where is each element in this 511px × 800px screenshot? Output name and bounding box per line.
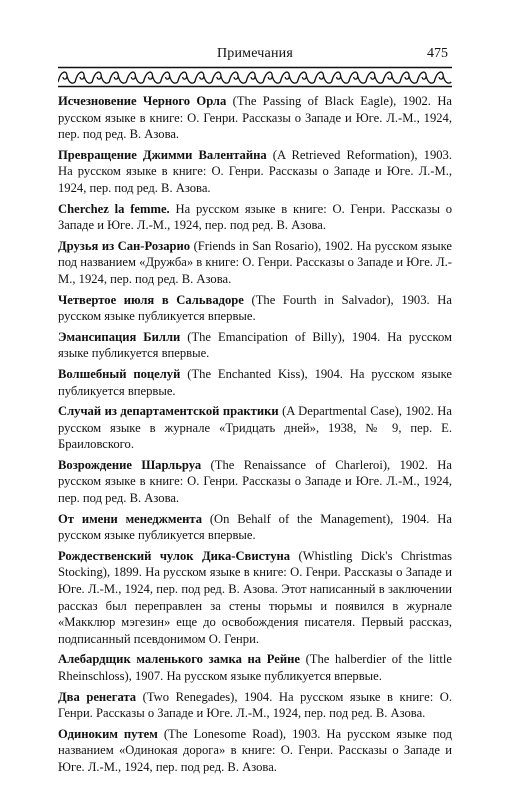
ornament-scroll	[212, 72, 229, 83]
note-title: Случай из департаментской практики	[58, 404, 279, 419]
ornament-scroll	[161, 72, 178, 83]
note-text: (The Passing of Black Eagle), 1902. На русском языке в книге: О. Генри. Рассказы о Западе и Юге. Л.-М., 1924, пер. под ред. В. Азова.	[58, 94, 453, 142]
ornament-scroll	[332, 72, 349, 83]
running-title: Примечания	[216, 46, 293, 61]
note-title: От имени менеджмента	[58, 511, 202, 526]
note-text: (The Emancipation of Billy), 1904. На русском языке публикуется впервые.	[58, 329, 452, 361]
note-text: (The Lonesome Road), 1903. На русском языке под названием «Одинокая дорога» в книге: О. Генри. Рассказы о Западе и Юге. Л.-М., 1924, пер. под ред. В. Азова.	[58, 726, 452, 774]
note-text: (A Departmental Case), 1902. На русском языке в журнале «Тридцать дней», 1938, № 9, пер. Е. Браиловского.	[58, 404, 452, 452]
ornament-scroll	[126, 72, 143, 83]
note-entry	[58, 403, 452, 453]
note-text: На русском языке в книге: О. Генри. Рассказы о Западе и Юге. Л.-М., 1924, пер. под ред. В. Азова.	[58, 201, 453, 233]
note-title: Превращение Джимми Валентайна	[58, 147, 267, 162]
note-title: Возрождение Шарльруа	[58, 457, 202, 472]
note-text: (Whistling Dick's Christmas Stocking), 1899. На русском языке в книге: О. Генри. Рассказы о Западе и Юге. Л.-М., 1924, пер. под ред. В. Азова. Этот написанный в заключении рассказ был переправлен за стены тюрьмы и появился в журнале «Макклюр мэгезин» еще до освобождения писателя. Первый рассказ, подписанный псевдонимом О. Генри.	[58, 548, 452, 646]
note-title: Одиноким путем	[58, 726, 158, 741]
ornament-scroll	[400, 72, 417, 83]
ornament-scroll	[417, 72, 434, 83]
note-entry	[58, 651, 452, 684]
note-title: Cherchez la femme.	[58, 201, 170, 216]
note-text: (On Behalf of the Management), 1904. На русском языке публикуется впервые.	[58, 511, 452, 543]
ornament-scroll	[229, 72, 246, 83]
ornament-scroll	[315, 72, 332, 83]
note-entry	[58, 366, 452, 399]
ornament-scroll	[280, 72, 297, 83]
note-entry	[58, 511, 452, 544]
note-title: Алебардщик маленького замка на Рейне	[58, 652, 300, 667]
note-title: Четвертое июля в Сальвадоре	[58, 292, 244, 307]
ornamental-border	[58, 66, 452, 88]
note-text: (A Retrieved Reformation), 1903. На русском языке в книге: О. Генри. Рассказы о Западе и Юге. Л.-М., 1924, пер. под ред. В. Азова.	[58, 147, 452, 195]
note-title: Эмансипация Билли	[58, 329, 181, 344]
page-header	[58, 44, 452, 66]
note-entry	[58, 93, 452, 143]
note-entry	[58, 689, 452, 722]
ornament-scroll	[144, 72, 161, 83]
note-entry	[58, 201, 452, 234]
ornament-scroll	[434, 72, 451, 83]
note-text: (Friends in San Rosario), 1902. На русском языке под названием «Дружба» в книге: О. Генри. Рассказы о Западе и Юге. Л.-М., 1924, пер. под ред. В. Азова.	[58, 238, 452, 286]
ornament-scroll	[195, 72, 212, 83]
ornament-scroll	[263, 72, 280, 83]
ornament-scroll	[178, 72, 195, 83]
ornament-scroll	[383, 72, 400, 83]
note-title: Два ренегата	[58, 689, 137, 704]
note-entry	[58, 329, 452, 362]
note-entry	[58, 726, 452, 776]
note-entry	[58, 292, 452, 325]
notes-list	[58, 93, 452, 780]
ornament-scroll	[366, 72, 383, 83]
ornament-scroll	[92, 72, 109, 83]
note-text: (The halberdier of the little Rheinschloss), 1907. На русском языке публикуется впервые.	[58, 652, 453, 683]
note-entry	[58, 548, 452, 648]
note-title: Друзья из Сан-Розарио	[58, 238, 191, 253]
ornament-scroll	[75, 72, 92, 83]
note-text: (Two Renegades), 1904. На русском языке в книге: О. Генри. Рассказы о Западе и Юге. Л.-М., 1924, пер. под ред. В. Азова.	[58, 689, 452, 721]
ornament-scroll	[58, 72, 75, 83]
note-entry	[58, 147, 452, 197]
ornament-scroll	[246, 72, 263, 83]
ornament-scroll	[349, 72, 366, 83]
note-title: Рождественский чулок Дика-Свистуна	[58, 548, 291, 563]
note-entry	[58, 457, 452, 507]
note-title: Исчезновение Черного Орла	[58, 94, 227, 108]
note-text: (The Enchanted Kiss), 1904. На русском языке публикуется впервые.	[58, 366, 452, 398]
ornament-scroll	[297, 72, 314, 83]
note-entry	[58, 238, 452, 288]
note-title: Волшебный поцелуй	[58, 366, 181, 381]
page-number: 475	[427, 46, 448, 61]
ornament-scroll	[109, 72, 126, 83]
note-text: (The Fourth in Salvador), 1903. На русском языке публикуется впервые.	[58, 292, 452, 324]
note-text: (The Renaissance of Charleroi), 1902. На русском языке в книге: О. Генри. Рассказы о Западе и Юге. Л.-М., 1924, пер. под ред. В. Азова.	[58, 457, 452, 506]
